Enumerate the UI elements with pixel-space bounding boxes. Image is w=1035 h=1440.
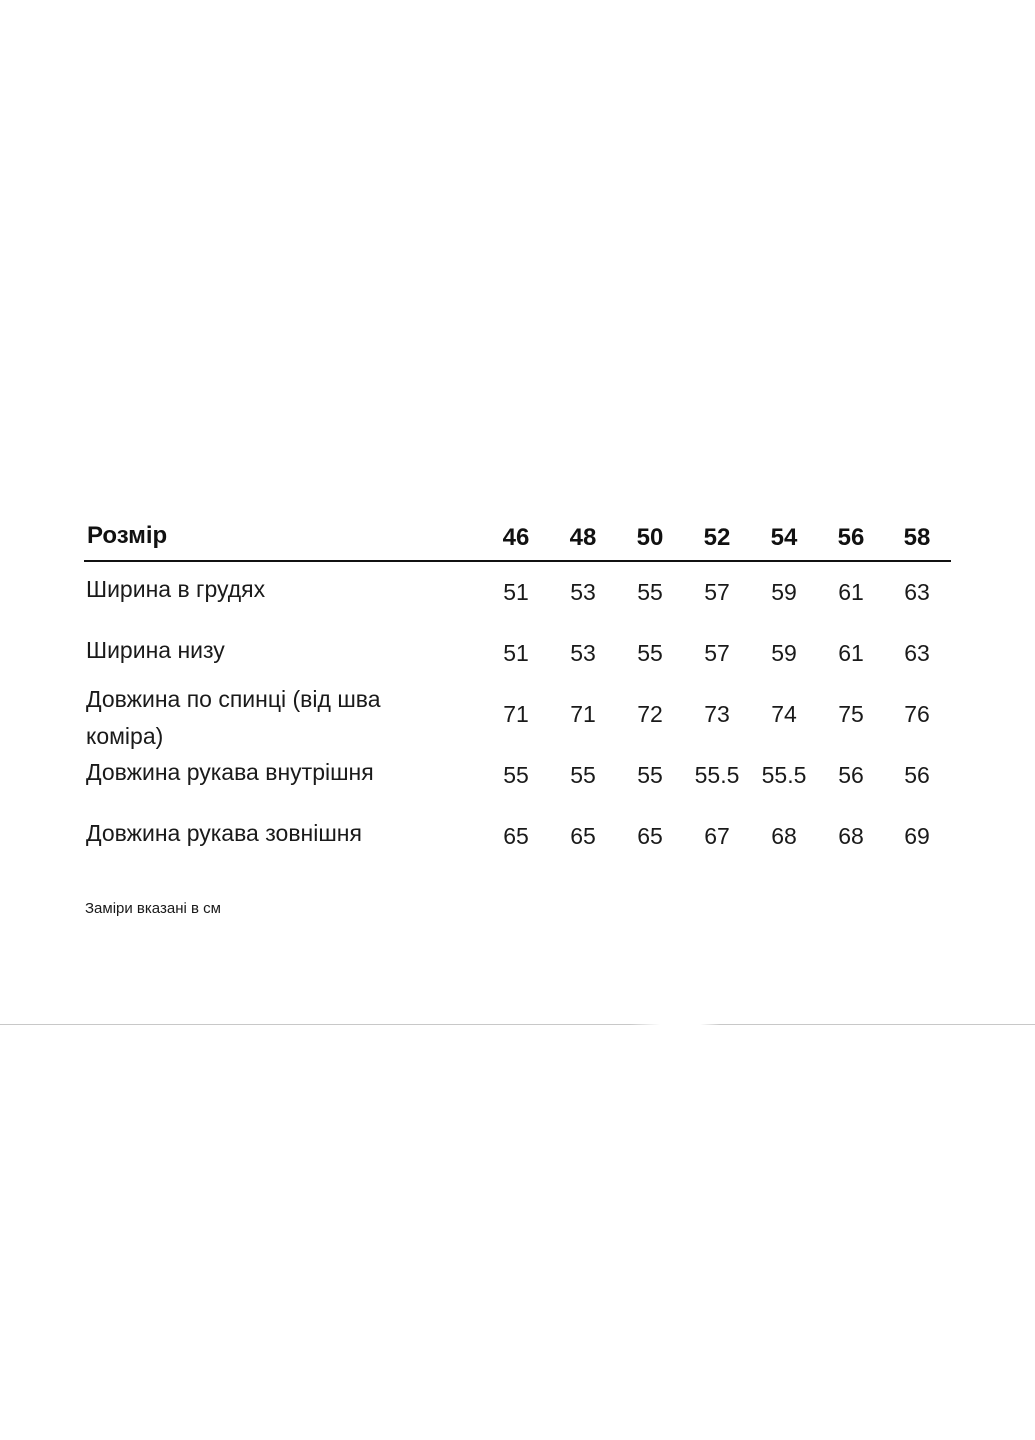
table-cell: 51: [503, 640, 529, 666]
table-cell: 68: [771, 823, 797, 849]
table-row: [84, 562, 951, 623]
table-row: [84, 745, 951, 806]
table-cell: 71: [503, 701, 529, 727]
table-header: [84, 515, 951, 562]
size-column-header: 54: [770, 524, 798, 551]
table-cell: 55: [637, 762, 663, 788]
table-cell: 53: [570, 579, 596, 605]
table-cell: 59: [771, 579, 797, 605]
size-column-header: 46: [502, 524, 530, 551]
row-label: Довжина рукава зовнішня: [86, 820, 362, 846]
table-cell: 53: [570, 640, 596, 666]
table-cell: 59: [771, 640, 797, 666]
size-column-header: 56: [837, 524, 865, 551]
table-cell: 55.5: [761, 762, 807, 788]
table-cell: 65: [637, 823, 663, 849]
table-cell: 72: [637, 701, 663, 727]
table-cell: 67: [704, 823, 730, 849]
row-label: Ширина в грудях: [86, 576, 266, 602]
table-cell: 57: [704, 579, 730, 605]
table-cell: 76: [904, 701, 930, 727]
table-cell: 56: [904, 762, 930, 788]
size-column-header: 52: [703, 524, 731, 551]
table-cell: 74: [771, 701, 797, 727]
table-cell: 65: [503, 823, 529, 849]
table-cell: 65: [570, 823, 596, 849]
size-column-header: 48: [569, 524, 597, 551]
divider: [0, 1024, 1035, 1025]
size-header-label: Розмір: [87, 522, 168, 549]
table-cell: 71: [570, 701, 596, 727]
table-cell: 51: [503, 579, 529, 605]
table-cell: 68: [838, 823, 864, 849]
table-cell: 69: [904, 823, 930, 849]
table-cell: 55.5: [694, 762, 740, 788]
table-row: [84, 623, 951, 684]
table-cell: 55: [637, 640, 663, 666]
measurement-note: Заміри вказані в см: [85, 900, 221, 917]
table-cell: 63: [904, 640, 930, 666]
table-cell: 56: [838, 762, 864, 788]
table-cell: 73: [704, 701, 730, 727]
row-label: Довжина рукава внутрішня: [86, 759, 374, 785]
size-table: [84, 515, 951, 867]
table-row: [84, 806, 951, 867]
row-label: Ширина низу: [86, 637, 225, 663]
table-cell: 61: [838, 640, 864, 666]
table-cell: 55: [570, 762, 596, 788]
table-cell: 75: [838, 701, 864, 727]
table-cell: 55: [503, 762, 529, 788]
table-cell: 63: [904, 579, 930, 605]
table-row: [84, 684, 951, 749]
size-column-header: 50: [636, 524, 664, 551]
table-cell: 61: [838, 579, 864, 605]
table-cell: 57: [704, 640, 730, 666]
table-cell: 55: [637, 579, 663, 605]
size-column-header: 58: [903, 524, 931, 551]
row-label: Довжина по спинці (від шва коміра): [86, 686, 381, 749]
